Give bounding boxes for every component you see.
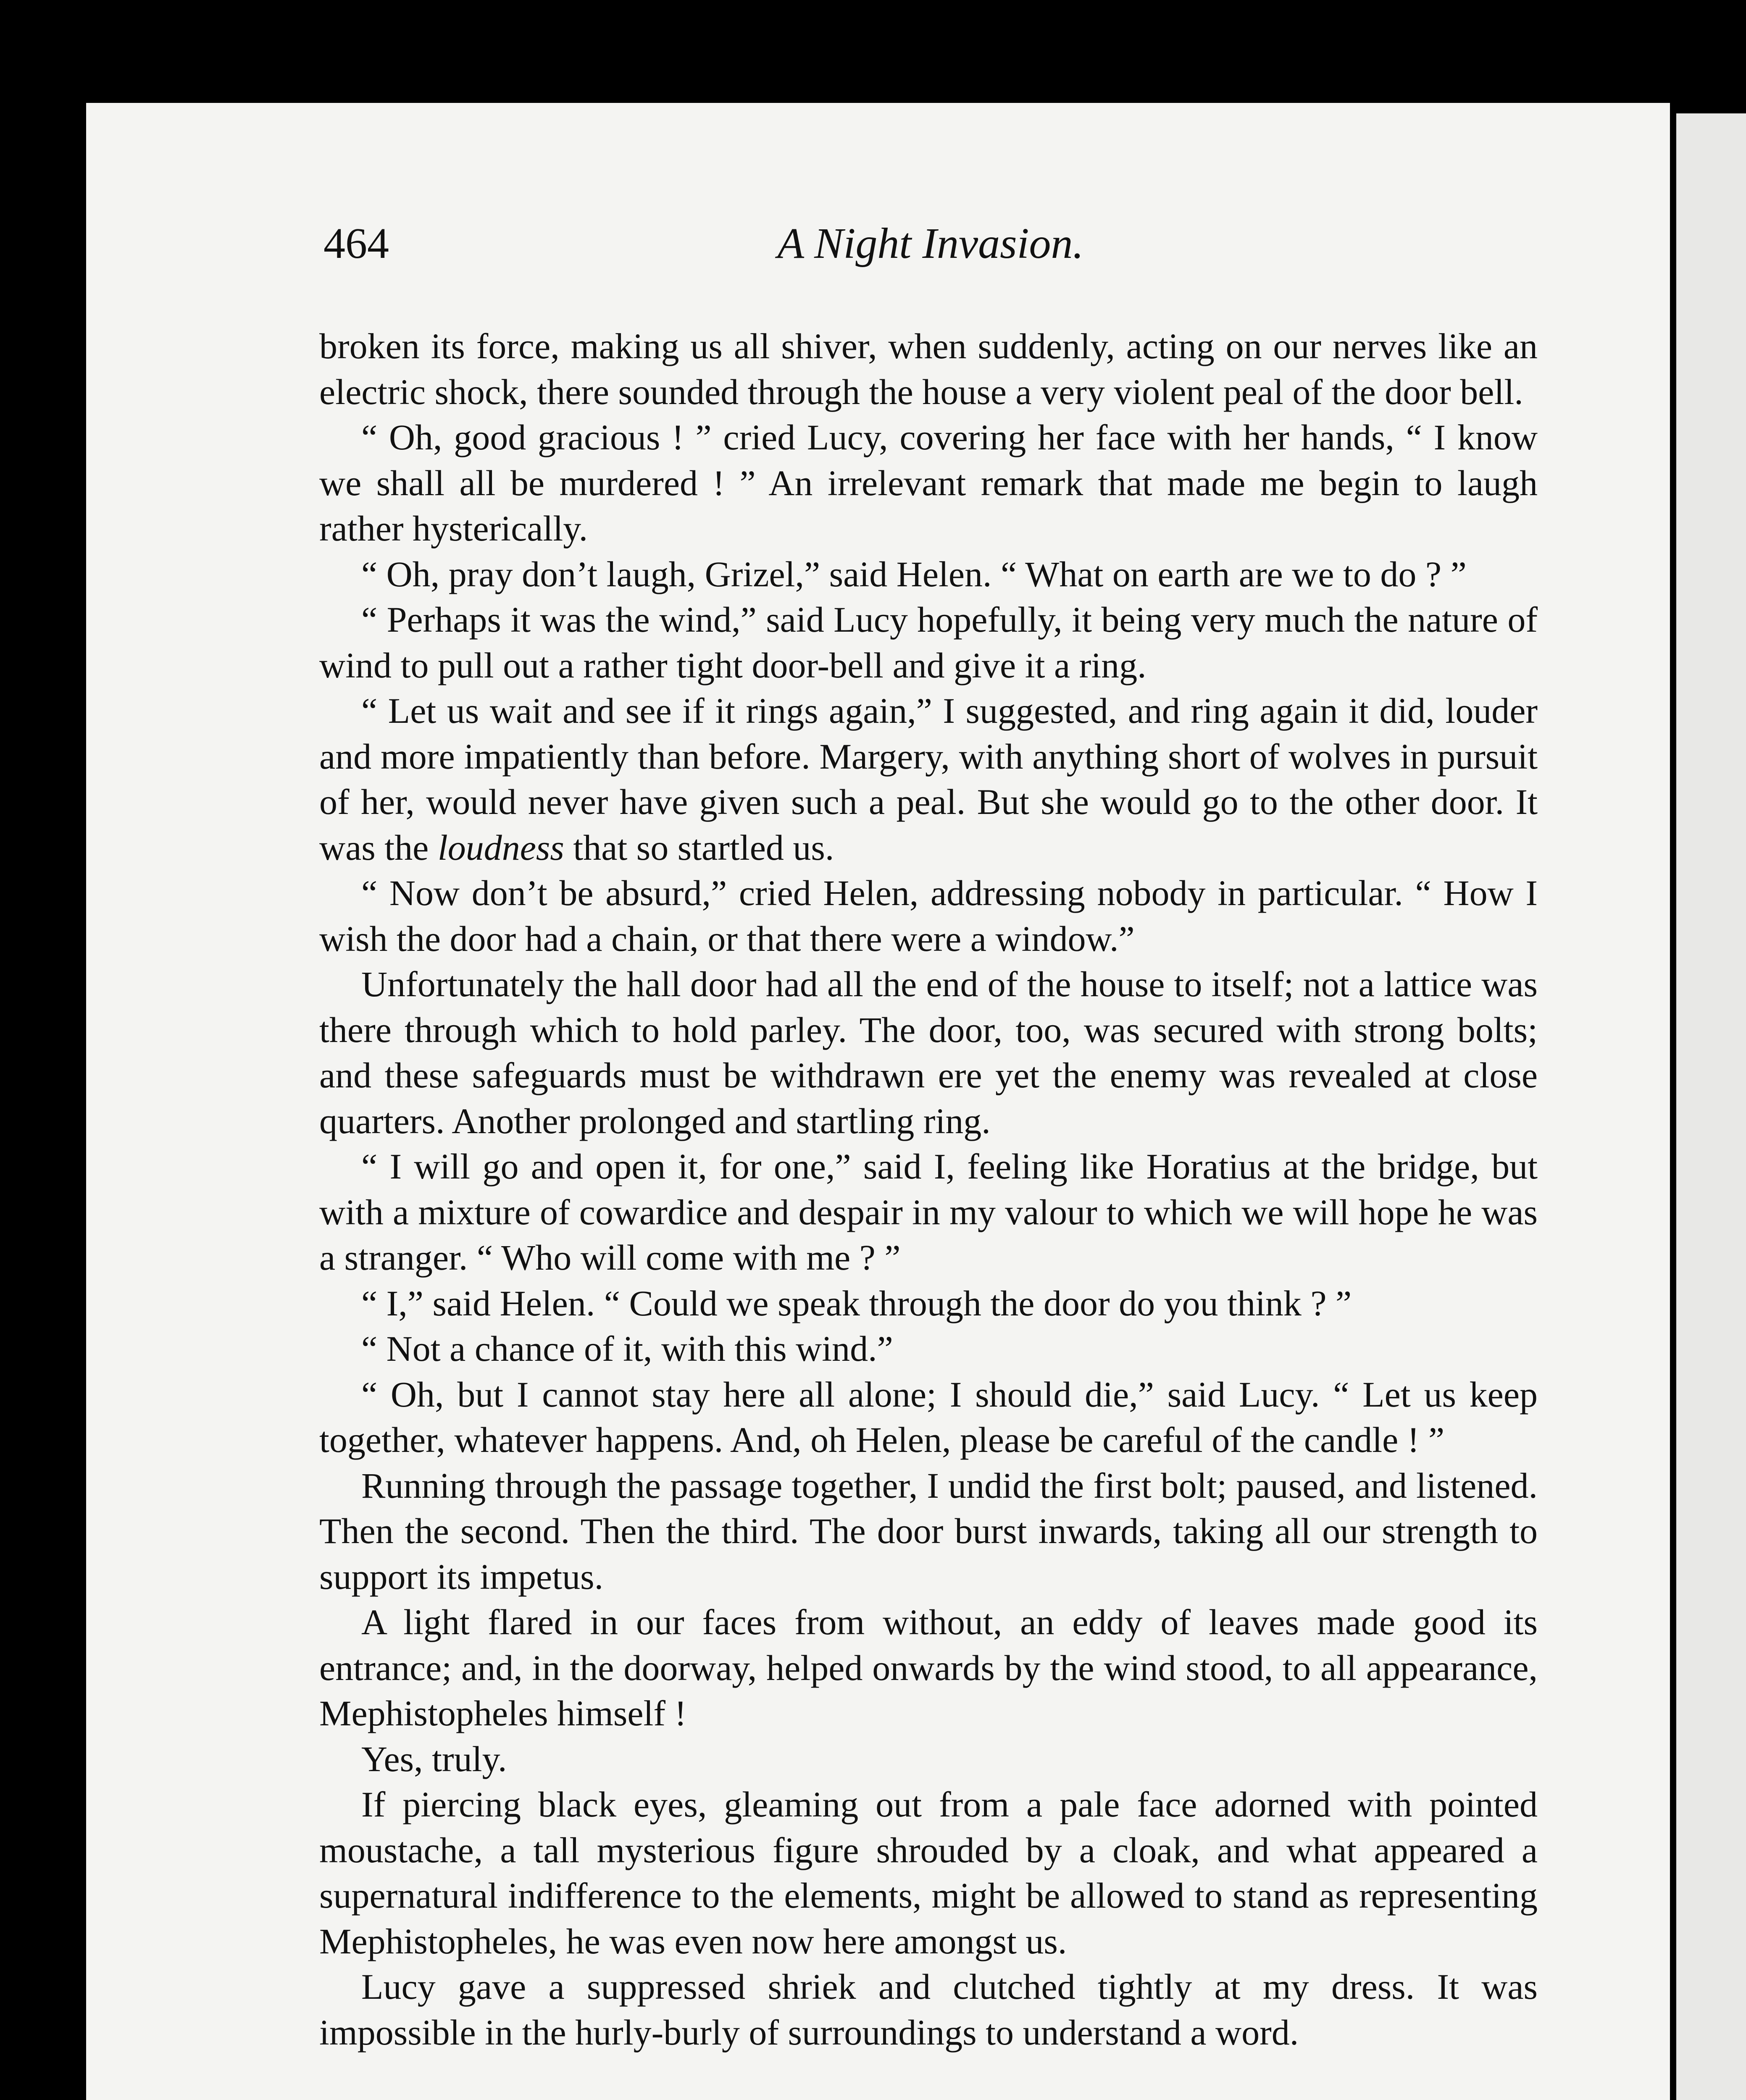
- paragraph: Unfortunately the hall door had all the end of the house to itself; not a lattice was there through which to hold parley. The door, too, was secured with strong bolts; and these safeguards must be withdrawn ere yet the enemy was revealed at close quarters. Another prolonged and startling ring.: [319, 964, 1538, 1141]
- next-page-edge: [1676, 113, 1746, 2100]
- italic-word: loudness: [437, 827, 564, 868]
- running-head: [323, 218, 1538, 281]
- paragraph: Lucy gave a suppressed shriek and clutched tightly at my dress. It was impossible in the hurly-burly of surroundings to understand a word.: [319, 1966, 1538, 2053]
- paragraph: “ Perhaps it was the wind,” said Lucy hopefully, it being very much the nature of wind to pull out a rather tight door-bell and give it a ring.: [319, 599, 1538, 685]
- paragraph: [319, 688, 1538, 870]
- paragraph: “ I will go and open it, for one,” said I, feeling like Horatius at the bridge, but with a mixture of cowardice and despair in my valour to which we will hope he was a stranger. “ Who will come with me ? ”: [319, 1146, 1538, 1278]
- paragraph: Yes, truly.: [361, 1738, 507, 1779]
- paragraph: “ Now don’t be absurd,” cried Helen, addressing nobody in particular. “ How I wish the door had a chain, or that there were a window.”: [319, 873, 1538, 959]
- paragraph: “ Oh, good gracious ! ” cried Lucy, covering her face with her hands, “ I know we shall all be murdered ! ” An irrelevant remark that made me begin to laugh rather hysterically.: [319, 417, 1538, 549]
- paragraph-text: “ Let us wait and see if it rings again,” I suggested, and ring again it did, louder and more impatiently than before. Margery, with anything short of wolves in pursuit of her, would never have given such a peal. But she would go to the other door. It was the: [319, 690, 1538, 868]
- running-title: A Night Invasion.: [777, 219, 1084, 268]
- paragraph: “ I,” said Helen. “ Could we speak through the door do you think ? ”: [361, 1283, 1352, 1323]
- paragraph: “ Not a chance of it, with this wind.”: [361, 1328, 893, 1369]
- paragraph: “ Oh, pray don’t laugh, Grizel,” said Helen. “ What on earth are we to do ? ”: [361, 554, 1467, 594]
- paragraph: If piercing black eyes, gleaming out from a pale face adorned with pointed moustache, a tall mysterious figure shrouded by a cloak, and what appeared a supernatural indifference to the elements, might be allowed to stand as representing Mephistopheles, he was even now here amongst us.: [319, 1784, 1538, 1961]
- page-number: 464: [323, 219, 389, 268]
- paragraph-text: that so startled us.: [573, 827, 834, 868]
- paragraph: A light flared in our faces from without, an eddy of leaves made good its entrance; and, in the doorway, helped onwards by the wind stood, to all appearance, Mephistopheles himself !: [319, 1602, 1538, 1733]
- paragraph: “ Oh, but I cannot stay here all alone; I should die,” said Lucy. “ Let us keep together, whatever happens. And, oh Helen, please be careful of the candle ! ”: [319, 1374, 1538, 1460]
- paragraph: Running through the passage together, I undid the first bolt; paused, and listened. Then the second. Then the third. The door burst inwards, taking all our strength to support its impetus.: [319, 1465, 1538, 1597]
- body-text: [319, 323, 1538, 2055]
- paragraph: broken its force, making us all shiver, when suddenly, acting on our nerves like an electric shock, there sounded through the house a very violent peal of the door bell.: [319, 326, 1538, 412]
